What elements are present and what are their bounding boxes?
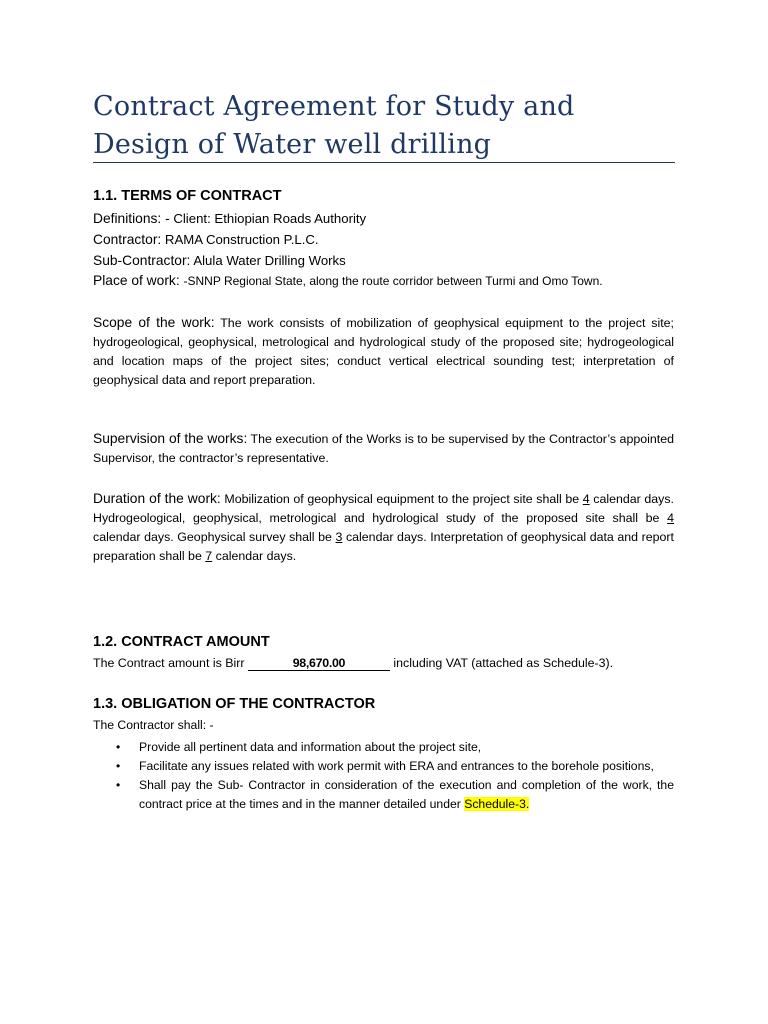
list-item	[93, 738, 674, 757]
obligation-item-3: Shall pay the Sub- Contractor in consideration of the execution and completion of the work, the contract price at the times and in the manner detailed under	[139, 778, 674, 811]
duration-days-3: 3	[335, 530, 343, 544]
place-line	[93, 273, 603, 288]
duration-text-3: calendar days. Geophysical survey shall be	[93, 530, 336, 544]
obligation-item-2: Facilitate any issues related with work permit with ERA and entrances to the borehole positions,	[139, 759, 654, 773]
subcontractor-line	[93, 253, 346, 268]
duration-label: Duration of the work:	[93, 491, 221, 506]
amount-heading: 1.2. CONTRACT AMOUNT	[93, 634, 270, 650]
supervision-label: Supervision of the works:	[93, 431, 248, 446]
list-item	[93, 757, 674, 776]
duration-text-5: calendar days.	[212, 549, 297, 563]
schedule-highlight: Schedule-3.	[464, 797, 530, 811]
definitions-label: Definitions: -	[93, 211, 170, 226]
amount-text-after: including VAT (attached as Schedule-3).	[389, 656, 614, 670]
duration-days-2: 4	[667, 511, 674, 525]
contractor-line	[93, 232, 319, 247]
amount-line	[93, 656, 613, 671]
bullet-icon: •	[116, 778, 121, 792]
bullet-icon: •	[116, 759, 121, 773]
subcontractor-label: Sub-Contractor:	[93, 253, 191, 268]
duration-days-4: 7	[205, 549, 213, 563]
obligation-heading: 1.3. OBLIGATION OF THE CONTRACTOR	[93, 696, 376, 712]
list-item	[93, 776, 674, 814]
place-label: Place of work:	[93, 273, 184, 288]
obligation-list	[93, 738, 674, 814]
definitions-line	[93, 211, 366, 226]
scope-text: The work consists of mobilization of geophysical equipment to the project site; hydrogeological, geophysical, metrological and hydrological study of the proposed site; hydrogeological and location maps of the project sites; conduct vertical electrical sounding test; interpretation of geophysical data and report preparation.	[93, 316, 674, 387]
obligation-intro: The Contractor shall: -	[93, 718, 214, 732]
obligation-item-1: Provide all pertinent data and information about the project site,	[139, 740, 482, 754]
bullet-icon: •	[116, 740, 121, 754]
place-value: -SNNP Regional State, along the route corridor between Turmi and Omo Town.	[183, 274, 603, 288]
scope-label: Scope of the work:	[93, 315, 215, 330]
definitions-value: Client: Ethiopian Roads Authority	[169, 211, 367, 226]
duration-days-1: 4	[582, 492, 590, 506]
duration-paragraph	[93, 489, 674, 566]
title-underline	[93, 162, 675, 163]
scope-paragraph	[93, 313, 674, 390]
amount-value: 98,670.00	[248, 656, 390, 671]
contractor-value: RAMA Construction P.L.C.	[161, 232, 319, 247]
subcontractor-value: Alula Water Drilling Works	[190, 253, 346, 268]
supervision-paragraph	[93, 429, 674, 468]
duration-text-2: calendar days. Hydrogeological, geophysical, metrological and hydrological study of the proposed site shall be	[93, 492, 675, 525]
document-title: Contract Agreement for Study and Design of Water well drilling	[93, 91, 575, 160]
terms-heading: 1.1. TERMS OF CONTRACT	[93, 188, 282, 204]
duration-text-4: calendar days. Interpretation of geophysical data and report preparation shall be	[93, 530, 674, 563]
duration-text-1: Mobilization of geophysical equipment to the project site shall be	[220, 492, 583, 506]
amount-text-before: The Contract amount is Birr	[93, 656, 248, 670]
supervision-text: The execution of the Works is to be supervised by the Contractor’s appointed Supervisor, the contractor’s representative.	[93, 432, 674, 465]
contractor-label: Contractor:	[93, 232, 162, 247]
